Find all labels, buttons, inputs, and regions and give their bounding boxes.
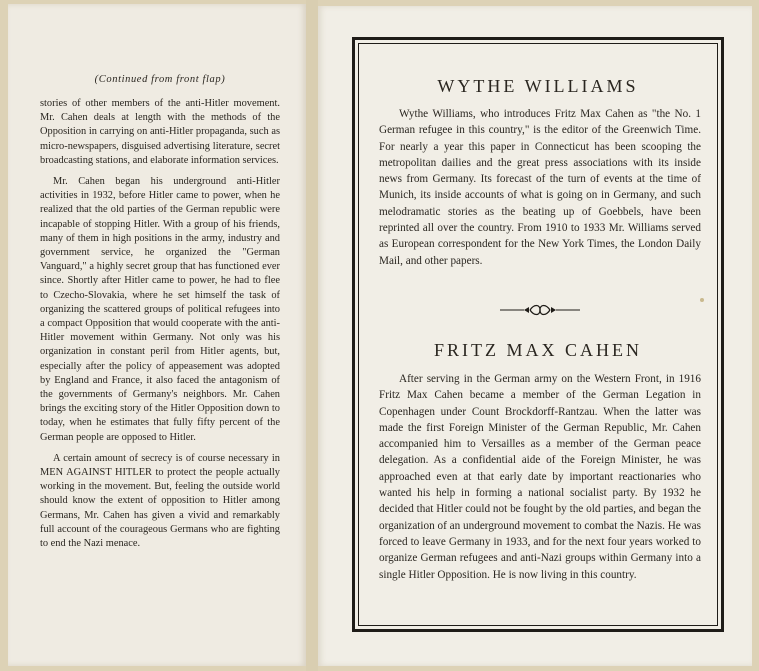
- paper-blemish: [700, 298, 704, 302]
- continued-note: (Continued from front flap): [94, 74, 226, 85]
- section-title-fritz-max-cahen: FRITZ MAX CAHEN: [433, 340, 642, 360]
- section-title-wythe-williams: WYTHE WILLIAMS: [437, 76, 639, 96]
- spine-gutter: [306, 0, 318, 671]
- left-flap-text: [40, 97, 280, 558]
- left-paragraph-1: stories of other members of the anti-Hitler movement. Mr. Cahen deals at length with the methods of the Opposition in carrying on anti-Hitler propaganda, such as micro-newspapers, disguised advertising literature, secret broadcasting stations, and elaborate information services.: [40, 98, 280, 166]
- left-paragraph-3: A certain amount of secrecy is of course necessary in MEN AGAINST HITLER to protect the people actually working in the movement. But, feeling the outside world should know the extent of opposition to Hitler among Germans, Mr. Cahen has given a vivid and remarkably full account of the courageous Germans who are fighting to end the Nazi menace.: [40, 452, 280, 550]
- section-body-wythe-williams: Wythe Williams, who introduces Fritz Max Cahen as "the No. 1 German refugee in this country," is the editor of the Greenwich Time. For nearly a year this paper in Connecticut has been scooping the metropolitan dailies and the great press associations with its inside news from Germany. Its forecast of the turn of events at the time of Munich, its inside accounts of what is going on in Germany, and such melodramatic stories as the beating up of Goebbels, have been reprinted all over the country. From 1910 to 1933 Mr. Williams served as European correspondent for the New York Times, the London Daily Mail, and other papers.: [379, 108, 701, 267]
- section-body-fritz-max-cahen: After serving in the German army on the Western Front, in 1916 Fritz Max Cahen became a member of the German Legation in Copenhagen under Count Brockdorff-Rantzau. When the latter was made the first Foreign Minister of the German Republic, Mr. Cahen accompanied him to Versailles as a member of the German peace delegation. As a confidential aide of the Foreign Minister, he was approached even at that early date by important reactionaries who wanted his help in forming a national socialist party. By 1932 he decided that Hitler could not be fought by the old parties, and began the organization of an underground movement to combat the Nazis. He was forced to leave Germany in 1933, and for the next four years worked to organize German refugees and anti-Nazi groups within Germany into a single Hitler Opposition. He is now living in this country.: [379, 373, 701, 581]
- left-paragraph-2: Mr. Cahen began his underground anti-Hitler activities in 1932, before Hitler came to power, when he realized that the old parties of the German republic were incapable of stopping Hitler. With a group of his friends, many of them in high positions in the army, industry and government service, he organized the "German Vanguard," a highly secret group that has functioned ever since. Shortly after Hitler came to power, he had to flee to Czecho-Slovakia, where he set himself the task of organizing the scattered groups of political refugees into a compact Opposition that would cooperate with the anti-Hitler movement within Germany. Not only was his organization in constant peril from Hitler agents, but, especially after the policy of appeasement was adopted by England and France, it also faced the antagonism of the governments of Germany's neighbors. Mr. Cahen brings the exciting story of the Hitler Opposition down to today, when he estimates that fully fifty percent of the German people are opposed to Hitler.: [40, 176, 280, 443]
- bio-frame: [352, 37, 724, 632]
- ornament-divider-icon: [500, 303, 580, 317]
